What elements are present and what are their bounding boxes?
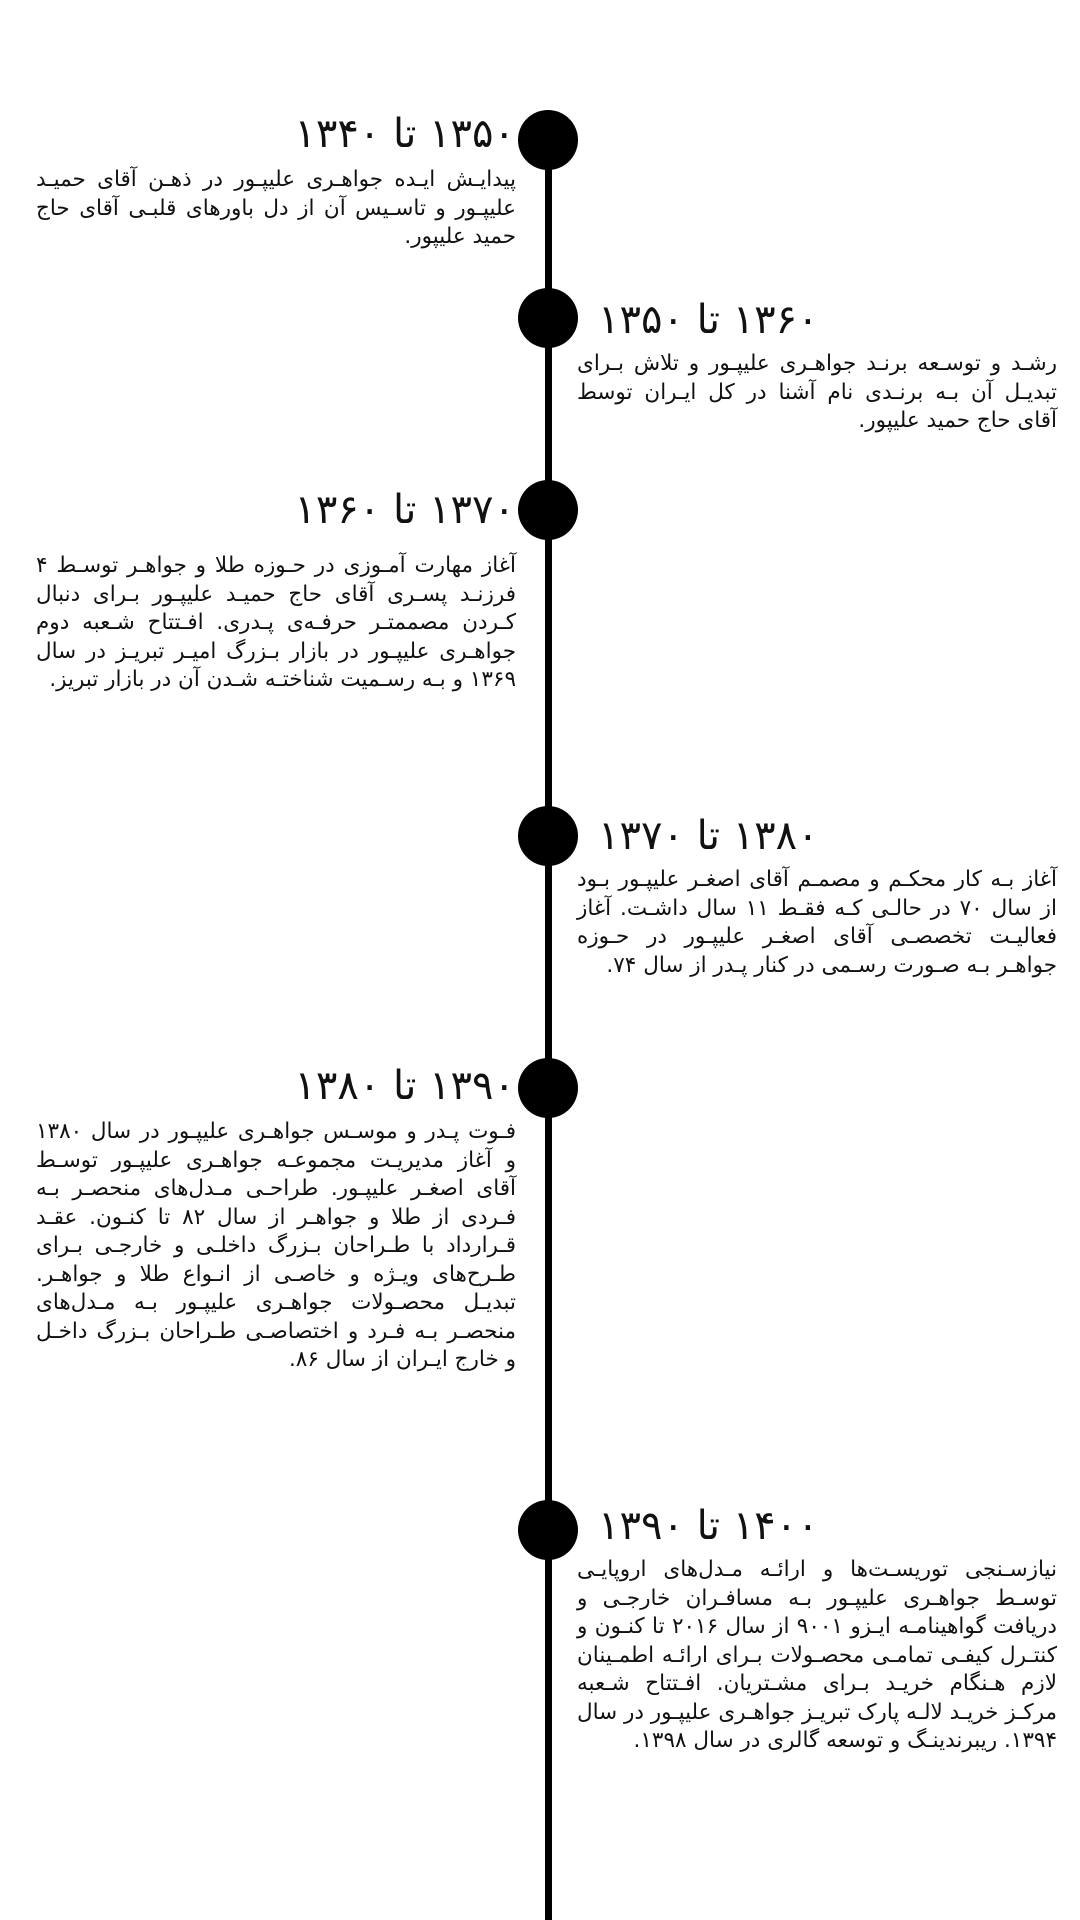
timeline-dot [518,288,578,348]
period-description: فـوت پـدر و موسـس جواهـری علیپـور در سال ۱۳۸۰ و آغاز مدیریـت مجموعـه جواهـری علیپـور توسـط آقای اصغـر علیپـور. طراحـی مـدل‌های منحصـر بـه فـردی از طلا و جواهـر از سال ۸۲ تا کنـون. عقـد قـرارداد با طـراحان بـزرگ داخلـی و خارجـی بـرای طـرح‌های ویـژه و خاصـی از انـواع طلا و جواهـر. تبدیـل محصـولات جواهـری علیپـور بـه مـدل‌های منحصـر بـه فـرد و اختصاصـی طـراحان بـزرگ داخـل و خارج ایـران از سال ۸۶. [36,1119,516,1372]
timeline-dot [518,806,578,866]
period-title: ۱۳۹۰ تا ۱۳۸۰ [294,1063,515,1109]
timeline-dot [518,1500,578,1560]
period-title: ۱۳۶۰ تا ۱۳۵۰ [598,297,819,343]
period-title: ۱۳۵۰ تا ۱۳۴۰ [294,111,515,157]
timeline-dot [518,480,578,540]
period-title: ۱۴۰۰ تا ۱۳۹۰ [598,1503,819,1549]
timeline-dot [518,1058,578,1118]
period-description: رشـد و توسـعه برنـد جواهـری علیپـور و تلاش بـرای تبدیـل آن بـه برنـدی نام آشنا در کل ایـران توسط آقای حاج حمید علیپور. [577,351,1057,433]
period-description: پیدایـش ایـده جواهـری علیپـور در ذهـن آقای حمیـد علیپـور و تاسـیس آن از دل باورهای قلبـی آقای حاج حمید علیپور. [36,167,516,249]
timeline-dot [518,110,578,170]
period-title: ۱۳۷۰ تا ۱۳۶۰ [294,487,515,533]
period-description: آغاز بـه کار محکـم و مصمـم آقای اصغـر علیپـور بـود از سال ۷۰ در حالـی کـه فقـط ۱۱ سال داشـت. آغاز فعالیـت تخصصـی آقای اصغـر علیپـور در حـوزه جواهـر بـه صـورت رسـمی در کنار پـدر از سال ۷۴. [577,867,1057,978]
period-description: نیازسـنجی توریسـت‌ها و ارائـه مـدل‌های اروپایـی توسـط جواهـری علیپـور بـه مسافـران خارجـی و دریافت گواهینامـه ایـزو ۹۰۰۱ از سال ۲۰۱۶ تا کنـون و کنتـرل کیفـی تمامـی محصـولات بـرای ارائـه اطمـینان لازم هـنگام خریـد بـرای مشـتریان. افـتتاح شـعبه مرکـز خریـد لالـه پارک تبریـز جواهـری علیپـور در سال ۱۳۹۴. ریبرندینـگ و توسعه گالری در سال ۱۳۹۸. [576,1557,1057,1753]
period-description: آغاز مهارت آمـوزی در حـوزه طلا و جواهـر توسـط ۴ فرزنـد پسـری آقای حاج حمیـد علیپـور بـرای دنبال کـردن مصممتـر حرفـه‌ی پـدری. افـتتاح شـعبه دوم جواهـری علیپـور در بازار بـزرگ امیـر تبریـز در سال ۱۳۶۹ و بـه رسـمیت شناختـه شـدن آن در بازار تبریز. [36,553,516,692]
timeline-line [545,140,552,1920]
period-title: ۱۳۸۰ تا ۱۳۷۰ [598,813,819,859]
